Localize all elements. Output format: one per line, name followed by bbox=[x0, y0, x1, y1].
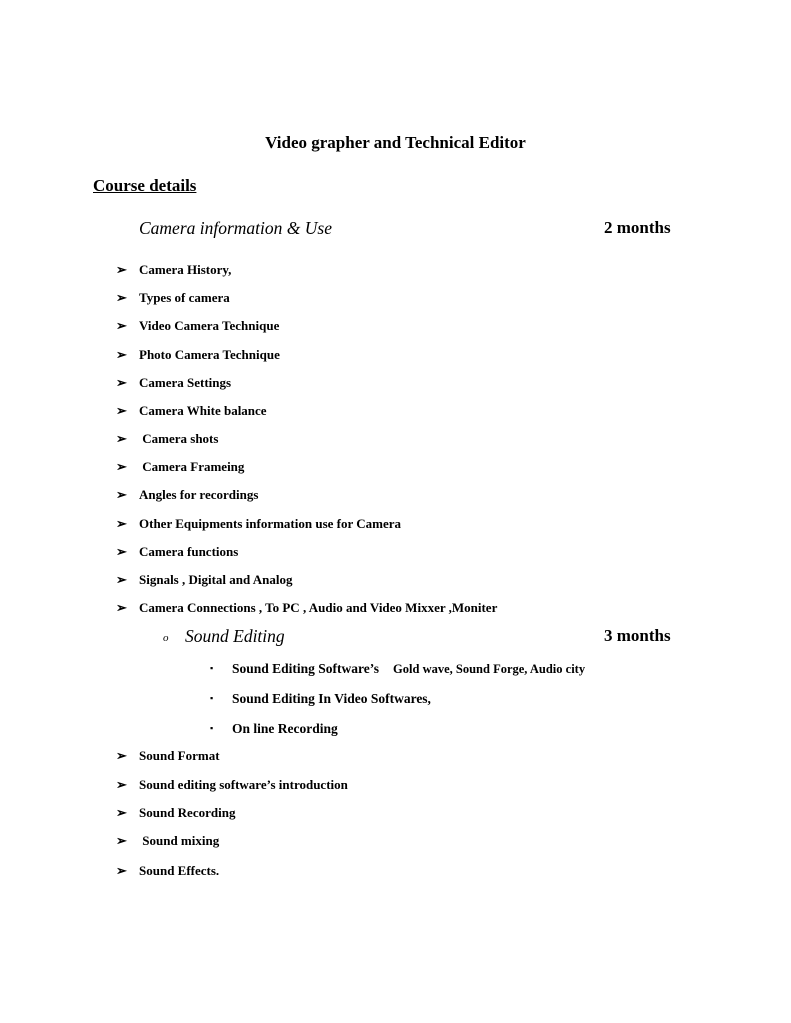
arrow-bullet-icon: ➢ bbox=[116, 487, 127, 502]
sub-list-item-label: Sound Editing In Video Softwares, bbox=[232, 691, 431, 706]
arrow-bullet-icon: ➢ bbox=[116, 347, 127, 362]
arrow-bullet-icon: ➢ bbox=[116, 516, 127, 531]
arrow-bullet-icon: ➢ bbox=[116, 777, 127, 792]
list-item-label: Camera shots bbox=[139, 431, 219, 446]
circle-bullet-icon: o bbox=[163, 632, 169, 644]
list-item-label: Camera Connections , To PC , Audio and Video Mixxer ,Moniter bbox=[139, 600, 498, 615]
section-sound-title: Sound Editing bbox=[185, 626, 285, 646]
arrow-bullet-icon: ➢ bbox=[116, 375, 127, 390]
arrow-bullet-icon: ➢ bbox=[116, 459, 127, 474]
section-sound-heading bbox=[163, 626, 285, 647]
list-item bbox=[116, 571, 293, 589]
list-item-label: Video Camera Technique bbox=[139, 318, 280, 333]
list-item-label: Camera Frameing bbox=[139, 459, 245, 474]
square-bullet-icon: ▪ bbox=[210, 663, 214, 673]
arrow-bullet-icon: ➢ bbox=[116, 805, 127, 820]
section-sound-duration: 3 months bbox=[604, 626, 671, 645]
list-item bbox=[116, 374, 231, 392]
arrow-bullet-icon: ➢ bbox=[116, 262, 127, 277]
list-item-label: Other Equipments information use for Camera bbox=[139, 516, 402, 531]
arrow-bullet-icon: ➢ bbox=[116, 600, 127, 615]
arrow-bullet-icon: ➢ bbox=[116, 318, 127, 333]
sub-list-item bbox=[210, 659, 585, 677]
list-item-label: Sound Format bbox=[139, 748, 220, 763]
list-item bbox=[116, 832, 219, 850]
list-item-label: Camera White balance bbox=[139, 403, 267, 418]
arrow-bullet-icon: ➢ bbox=[116, 403, 127, 418]
sub-list-item-label: Sound Editing Software’s bbox=[232, 661, 380, 676]
arrow-bullet-icon: ➢ bbox=[116, 431, 127, 446]
list-item-label: Angles for recordings bbox=[139, 487, 259, 502]
list-item-label: Sound Effects. bbox=[139, 863, 220, 878]
list-item-label: Sound Recording bbox=[139, 805, 236, 820]
section-camera-heading: Camera information & Use bbox=[139, 218, 332, 238]
sub-list-item-detail: Gold wave, Sound Forge, Audio city bbox=[393, 662, 586, 676]
arrow-bullet-icon: ➢ bbox=[116, 572, 127, 587]
document-title: Video grapher and Technical Editor bbox=[265, 133, 526, 152]
list-item-label: Camera functions bbox=[139, 544, 239, 559]
sub-list-item bbox=[210, 719, 338, 737]
list-item bbox=[116, 458, 244, 476]
square-bullet-icon: ▪ bbox=[210, 723, 214, 733]
arrow-bullet-icon: ➢ bbox=[116, 863, 127, 878]
arrow-bullet-icon: ➢ bbox=[116, 544, 127, 559]
list-item bbox=[116, 486, 258, 504]
list-item bbox=[116, 402, 267, 420]
list-item bbox=[116, 430, 218, 448]
arrow-bullet-icon: ➢ bbox=[116, 833, 127, 848]
list-item-label: Types of camera bbox=[139, 290, 230, 305]
sub-list-item bbox=[210, 689, 431, 707]
list-item bbox=[116, 747, 220, 765]
sub-list-item-label: On line Recording bbox=[232, 721, 338, 736]
list-item bbox=[116, 261, 231, 279]
list-item-label: Sound editing software’s introduction bbox=[139, 777, 348, 792]
list-item bbox=[116, 776, 348, 794]
arrow-bullet-icon: ➢ bbox=[116, 748, 127, 763]
list-item bbox=[116, 862, 219, 880]
square-bullet-icon: ▪ bbox=[210, 693, 214, 703]
list-item bbox=[116, 317, 279, 335]
list-item bbox=[116, 599, 497, 617]
list-item-label: Signals , Digital and Analog bbox=[139, 572, 293, 587]
list-item-label: Camera History, bbox=[139, 262, 232, 277]
list-item-label: Photo Camera Technique bbox=[139, 347, 280, 362]
course-details-heading: Course details bbox=[93, 176, 197, 195]
list-item bbox=[116, 515, 401, 533]
list-item bbox=[116, 543, 238, 561]
list-item-label: Sound mixing bbox=[139, 833, 220, 848]
section-camera-duration: 2 months bbox=[604, 218, 671, 237]
arrow-bullet-icon: ➢ bbox=[116, 290, 127, 305]
list-item bbox=[116, 804, 235, 822]
list-item bbox=[116, 346, 280, 364]
list-item bbox=[116, 289, 230, 307]
list-item-label: Camera Settings bbox=[139, 375, 232, 390]
